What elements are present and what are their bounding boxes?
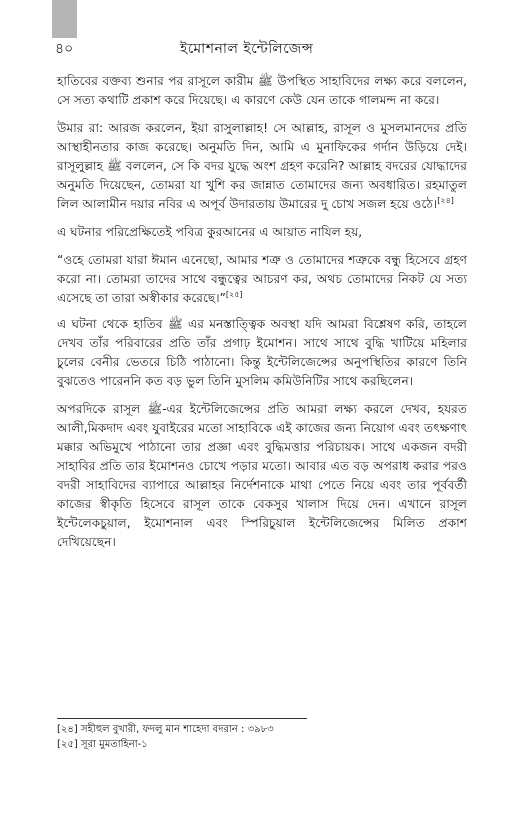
quote-paragraph <box>57 251 467 308</box>
footnote-ref[interactable]: [২৫] <box>225 289 243 299</box>
paragraph-text: হাতিবের বক্তব্য শুনার পর রাসূলে কারীম ﷺ উপস্থিত সাহাবিদের লক্ষ্য করে বললেন, সে সত্য কথাটি প্রকাশ করে দিয়েছে। এ কারণে কেউ যেন তাকে গালমন্দ না করে। <box>57 74 467 107</box>
footnote-ref[interactable]: [২৪] <box>437 195 454 205</box>
page-number: ৪০ <box>55 41 74 57</box>
paragraph-text: এ ঘটনা থেকে হাতিব ﷺ এর মনস্তাত্ত্বিক অবস্থা যদি আমরা বিশ্লেষণ করি, তাহলে দেখব তাঁর পরিবারের প্রতি তাঁর প্রগাঢ় ইমোশন। সাথে সাথে বুদ্ধি খাটিয়ে মহিলার চুলের বেনীর ভেতরে চিঠি পাঠানো। কিন্তু ইন্টেলিজেন্সের অনুপস্থিতির কারণে তিনি বুঝতেও পারেননি কত বড় ভুল তিনি মুসলিম কমিউনিটির সাথে করছিলেন। <box>57 317 467 388</box>
paragraph-text: উমার রা: আরজ করলেন, ইয়া রাসুলাল্লাহ! সে আল্লাহ, রাসূল ও মুসলমানদের প্রতি আস্থাহীনতার কাজ করেছে। অনুমতি দিন, আমি এ মুনাফিকের গর্দান উড়িয়ে দেই। রাসূলুল্লাহ ﷺ বললেন, সে কি বদর যুদ্ধে অংশ গ্রহণ করেনি? আল্লাহ বদরের যোদ্ধাদের অনুমতি দিয়েছেন, তোমরা যা খুশি কর জান্নাত তোমাদের জন্য অবধারিত। রহমাতুল লিল আলামীন দয়ার নবির এ অপূর্ব উদারতায় উমারের দু চোখ সজল হয়ে ওঠে। <box>57 121 467 211</box>
footnote-divider <box>57 718 307 719</box>
footnote: [২৫] সূরা মুমতাহিনা-১ <box>57 739 148 750</box>
paragraph-text: “ওহে তোমরা যারা ঈমান এনেছো, আমার শত্রু ও তোমাদের শত্রুকে বন্ধু হিসেবে গ্রহণ করো না। তোমরা তাদের সাথে বন্ধুত্বের আচরণ কর, অথচ তোমাদের নিকট যে সত্য এসেছে তা তারা অস্বীকার করেছে।” <box>57 253 467 305</box>
paragraph <box>57 119 467 214</box>
page-edge-tab <box>52 0 77 38</box>
paragraph <box>57 223 467 242</box>
footnotes <box>57 722 467 752</box>
paragraph-text: এ ঘটনার পরিপ্রেক্ষিতেই পবিত্র কুরআনের এ আয়াত নাযিল হয়, <box>57 225 363 239</box>
footnote: [২৪] সহীহুল বুখারী, ফদলু মান শাহেদা বদরান : ৩৯৮৩ <box>57 724 274 735</box>
paragraph <box>57 315 467 391</box>
paragraph <box>57 400 467 552</box>
paragraph-text: অপরদিকে রাসূল ﷺ-এর ইন্টেলিজেন্সের প্রতি আমরা লক্ষ্য করলে দেখব, হযরত আলী,মিকদাদ এবং যুবাইরের মতো সাহাবিকে এই কাজের জন্য নিয়োগ এবং তৎক্ষণাৎ মক্কার অভিমুখে পাঠানো তার প্রজ্ঞা এবং বুদ্ধিমত্তার পরিচায়ক। সাথে একজন বদরী সাহাবির প্রতি তার ইমোশনও চোখে পড়ার মতো। আবার এত বড় অপরাধ করার পরও বদরী সাহাবিদের ব্যাপারে আল্লাহর নির্দেশনাকে মাথা পেতে নিয়ে এবং তার পূর্ববর্তী কাজের স্বীকৃতি হিসেবে রাসূল তাকে বেকসুর খালাস দিয়ে দেন। এখানে রাসূল ইন্টেলেকচুয়াল, ইমোশনাল এবং স্পিরিচুয়াল ইন্টেলিজেন্সের মিলিত প্রকাশ দেখিয়েছেন। <box>57 402 467 549</box>
running-header: ইমোশনাল ইন্টেলিজেন্স <box>180 41 314 57</box>
paragraph <box>57 72 467 110</box>
body-text <box>57 72 467 561</box>
